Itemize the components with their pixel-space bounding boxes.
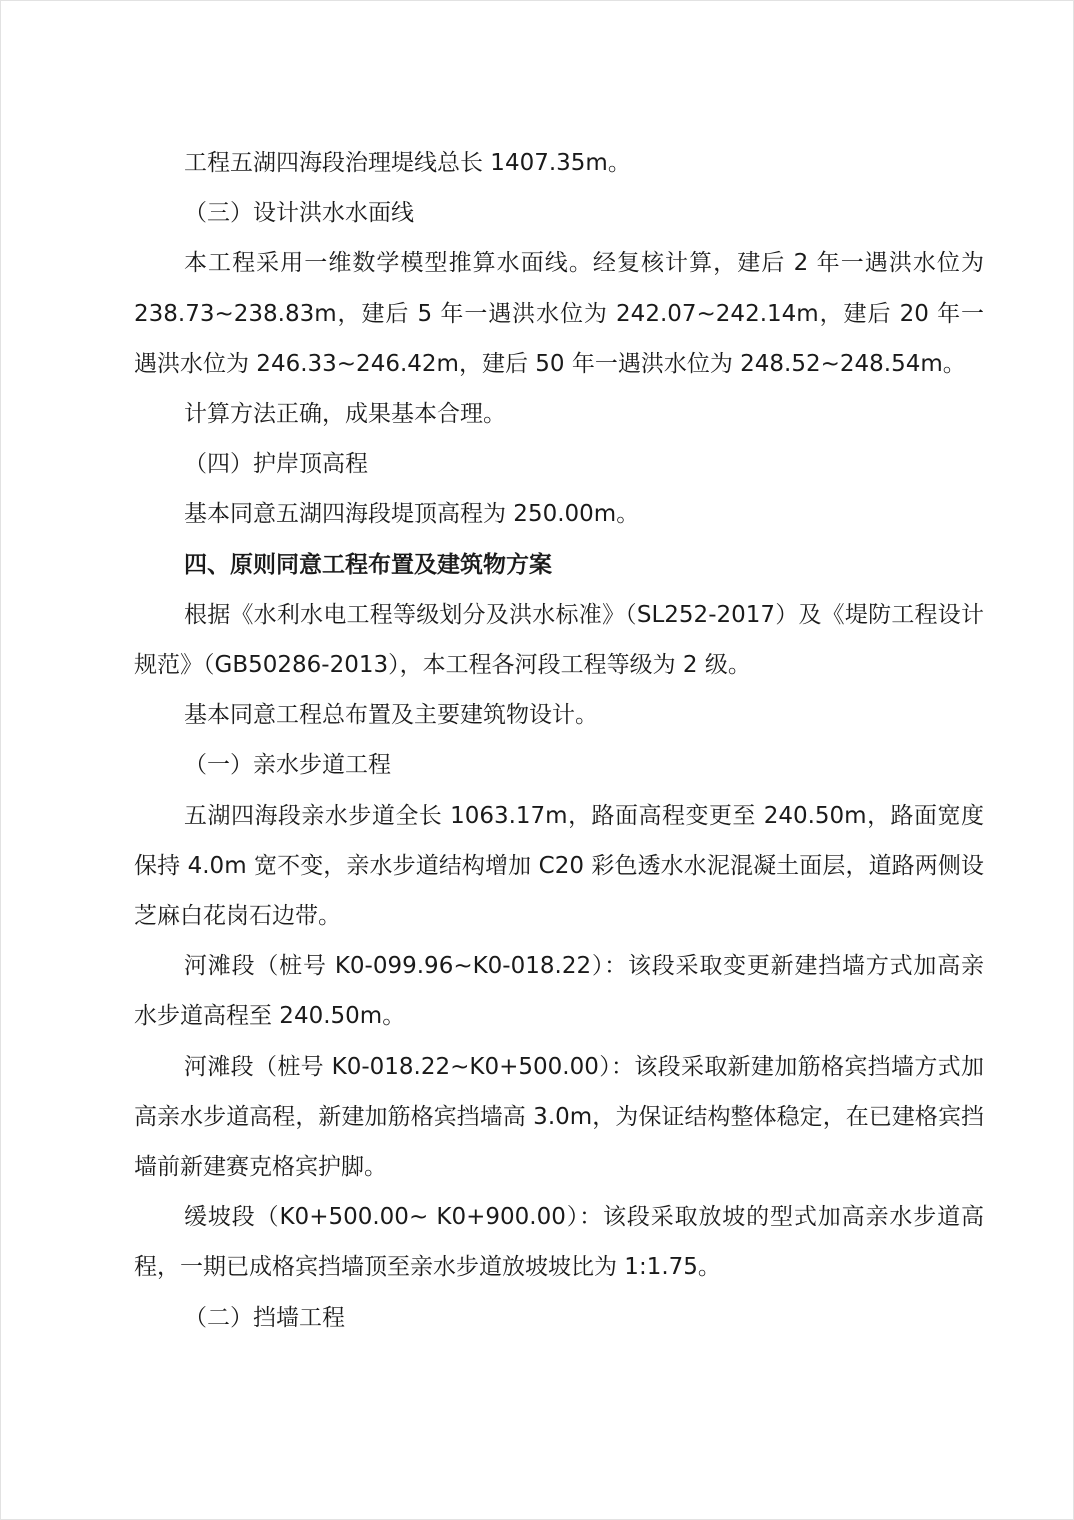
heading-retaining-wall: （二）挡墙工程 <box>184 1304 345 1331</box>
paragraph-method-conclusion: 计算方法正确，成果基本合理。 <box>184 401 506 428</box>
paragraph-standards: 根据《水利水电工程等级划分及洪水标准》（SL252-2017）及《堤防工程设计规范》（GB50286-2013），本工程各河段工程等级为 2 级。 <box>134 601 984 679</box>
heading-walkway: （一）亲水步道工程 <box>184 752 391 779</box>
heading-design-flood-level: （三）设计洪水水面线 <box>184 200 414 227</box>
document-body <box>134 0 984 1343</box>
paragraph-flood-levels: 本工程采用一维数学模型推算水面线。经复核计算，建后 2 年一遇洪水位为 238.73~238.83m，建后 5 年一遇洪水位为 242.07~242.14m，建后 20 年一遇洪水位为 246.33~246.42m，建后 50 年一遇洪水位为 248.52~248.54m。 <box>134 250 984 377</box>
paragraph-beach-section-2: 河滩段（桩号 K0-018.22~K0+500.00）：该段采取新建加筋格宾挡墙方式加高亲水步道高程，新建加筋格宾挡墙高 3.0m，为保证结构整体稳定，在已建格宾挡墙前新建赛克格宾护脚。 <box>134 1053 984 1181</box>
paragraph-gentle-slope: 缓坡段（K0+500.00~ K0+900.00）：该段采取放坡的型式加高亲水步道高程，一期已成格宾挡墙顶至亲水步道放坡坡比为 1:1.75。 <box>134 1204 984 1281</box>
heading-bank-crest-elevation: （四）护岸顶高程 <box>184 451 368 478</box>
paragraph-beach-section-1: 河滩段（桩号 K0-099.96~K0-018.22）：该段采取变更新建挡墙方式加高亲水步道高程至 240.50m。 <box>134 953 984 1030</box>
paragraph-general-layout: 基本同意工程总布置及主要建筑物设计。 <box>184 702 598 729</box>
paragraph-crest-elevation: 基本同意五湖四海段堤顶高程为 250.00m。 <box>184 501 640 528</box>
paragraph-dike-length: 工程五湖四海段治理堤线总长 1407.35m。 <box>184 150 631 176</box>
paragraph-walkway: 五湖四海段亲水步道全长 1063.17m，路面高程变更至 240.50m，路面宽度保持 4.0m 宽不变，亲水步道结构增加 C20 彩色透水水泥混凝土面层，道路两侧设芝麻白花岗石边带。 <box>134 802 984 930</box>
section-heading-layout: 四、原则同意工程布置及建筑物方案 <box>184 551 552 578</box>
